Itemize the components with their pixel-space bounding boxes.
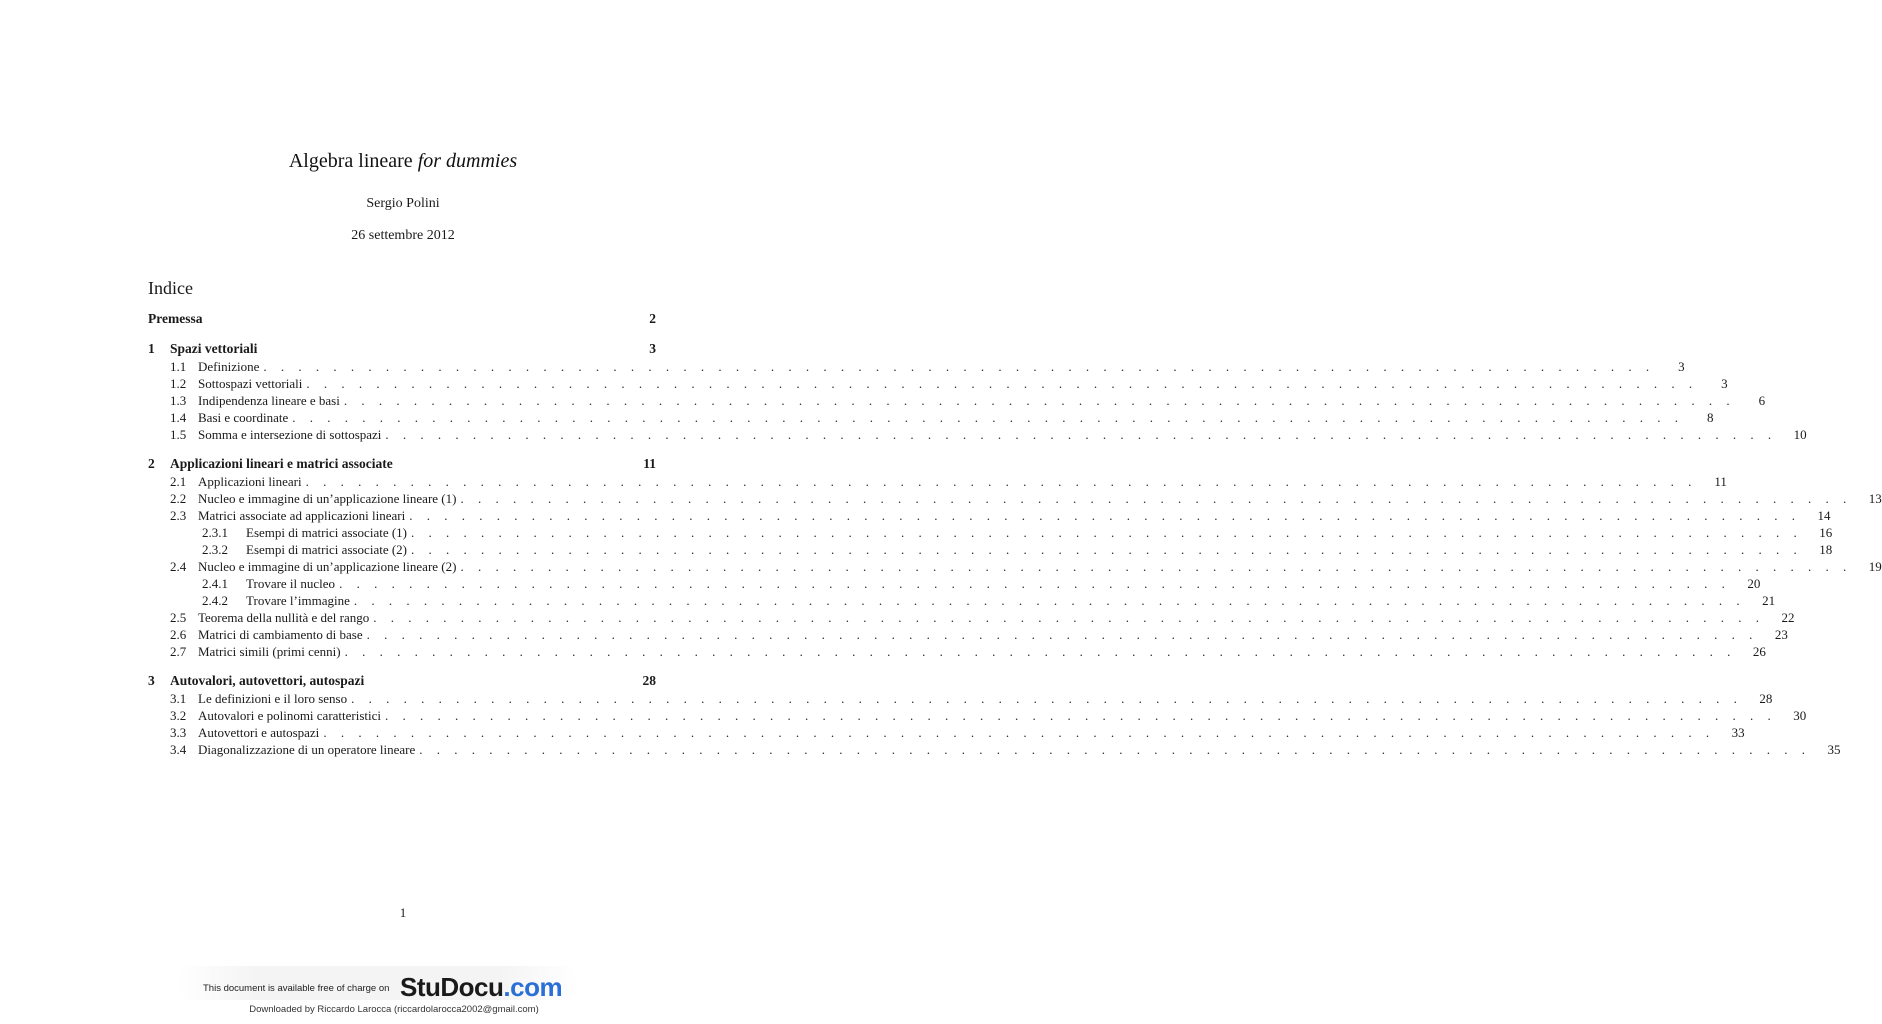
toc-entry-number: 2.4.1 — [202, 576, 228, 591]
toc-entry-page: 16 — [1819, 525, 1833, 540]
toc-entry-page: 18 — [1819, 542, 1833, 557]
toc-entry-number: 1.4 — [170, 410, 187, 425]
toc-entry-3-1[interactable] — [148, 690, 1773, 707]
toc-entry-page: 21 — [1762, 593, 1776, 608]
title-italic: for dummies — [417, 150, 518, 172]
toc-entry-title: Somma e intersezione di sottospazi — [198, 426, 385, 443]
title-main: Algebra lineare — [288, 150, 413, 172]
banner-text: This document is available free of charge on — [203, 983, 390, 994]
toc-entry-page: 3 — [1721, 376, 1728, 391]
toc-entry-1-2[interactable] — [148, 375, 1728, 392]
toc-leader-dots: . . . . . . . . . . . . . . . . . . . . . . . . . . . . . . . . . . . . . . . . . . . . . . . . . . . . . . . . . . . . . . . . . . . . . . . . . . . . . . . . — [419, 742, 1811, 757]
document-date: 26 settembre 2012 — [351, 228, 455, 243]
toc-entry-1-3[interactable] — [148, 392, 1766, 409]
toc-entry-title: Trovare l’immagine — [246, 592, 354, 609]
toc-entry-page: 26 — [1752, 644, 1766, 659]
document-title — [0, 150, 806, 173]
toc-entry-number: 2.3 — [170, 508, 187, 523]
toc-entry-number: 1.5 — [170, 427, 187, 442]
toc-entry-number: 2.4 — [170, 559, 187, 574]
toc-entry-number: 2.5 — [170, 610, 187, 625]
toc-leader-dots: . . . . . . . . . . . . . . . . . . . . . . . . . . . . . . . . . . . . . . . . . . . . . . . . . . . . . . . . . . . . . . . . . . . . . . . . . . . . . . . . — [344, 644, 1736, 659]
toc-chapter-page: 28 — [642, 673, 656, 688]
toc-entry-title: Applicazioni lineari — [198, 473, 306, 490]
toc-entry-number: 2.3.2 — [202, 542, 228, 557]
toc-entry-2-3-2[interactable] — [148, 541, 1833, 558]
toc-chapter-number: 1 — [148, 341, 155, 356]
toc-leader-dots: . . . . . . . . . . . . . . . . . . . . . . . . . . . . . . . . . . . . . . . . . . . . . . . . . . . . . . . . . . . . . . . . . . . . . . . . . . . . . . . . — [411, 542, 1803, 557]
toc-leader-dots: . . . . . . . . . . . . . . . . . . . . . . . . . . . . . . . . . . . . . . . . . . . . . . . . . . . . . . . . . . . . . . . . . . . . . . . . . . . . . . . . — [263, 359, 1655, 374]
toc-entry-page: 19 — [1868, 559, 1882, 574]
toc-entry-3-4[interactable] — [148, 741, 1841, 758]
toc-entry-title: Trovare il nucleo — [246, 575, 339, 592]
toc-entry-2-4-1[interactable] — [148, 575, 1761, 592]
toc-entry-page: 35 — [1827, 742, 1841, 757]
toc-entry-title: Sottospazi vettoriali — [198, 375, 306, 392]
toc-leader-dots: . . . . . . . . . . . . . . . . . . . . . . . . . . . . . . . . . . . . . . . . . . . . . . . . . . . . . . . . . . . . . . . . . . . . . . . . . . . . . . . . — [323, 725, 1715, 740]
toc-entry-1-4[interactable] — [148, 409, 1714, 426]
toc-entry-number: 3.3 — [170, 725, 187, 740]
toc-entry-number: 3.2 — [170, 708, 187, 723]
toc-entry-2-1[interactable] — [148, 473, 1727, 490]
toc-entry-page: 20 — [1747, 576, 1761, 591]
toc-entry-number: 2.1 — [170, 474, 187, 489]
toc-entry-page: 6 — [1758, 393, 1766, 408]
toc-entry-2-2[interactable] — [148, 490, 1882, 507]
toc-leader-dots: . . . . . . . . . . . . . . . . . . . . . . . . . . . . . . . . . . . . . . . . . . . . . . . . . . . . . . . . . . . . . . . . . . . . . . . . . . . . . . . . — [353, 593, 1746, 608]
toc-leader-dots: . . . . . . . . . . . . . . . . . . . . . . . . . . . . . . . . . . . . . . . . . . . . . . . . . . . . . . . . . . . . . . . . . . . . . . . . . . . . . . . . — [351, 691, 1743, 706]
toc-entry-2-5[interactable] — [148, 609, 1795, 626]
toc-entry-page: 13 — [1868, 491, 1882, 506]
toc-entry-3-3[interactable] — [148, 724, 1745, 741]
toc-entry-number: 3.1 — [170, 691, 187, 706]
toc-entry-title: Definizione — [198, 358, 263, 375]
toc-entry-2-6[interactable] — [148, 626, 1788, 643]
toc-entry-title: Autovettori e autospazi — [198, 724, 323, 741]
document-author: Sergio Polini — [366, 196, 440, 211]
toc-entry-2-3[interactable] — [148, 507, 1831, 524]
toc-heading: Indice — [148, 278, 193, 298]
toc-entry-page: 11 — [1714, 474, 1727, 489]
toc-chapter-page: 11 — [643, 456, 656, 471]
toc-leader-dots: . . . . . . . . . . . . . . . . . . . . . . . . . . . . . . . . . . . . . . . . . . . . . . . . . . . . . . . . . . . . . . . . . . . . . . . . . . . . . . . . — [292, 410, 1684, 425]
toc-entry-page: 33 — [1731, 725, 1745, 740]
toc-entry-number: 2.4.2 — [202, 593, 228, 608]
toc-entry-2-4[interactable] — [148, 558, 1882, 575]
toc-entry-number: 2.6 — [170, 627, 187, 642]
toc-entry-1-1[interactable] — [148, 358, 1685, 375]
toc-entry-title: Matrici simili (primi cenni) — [198, 643, 345, 660]
toc-leader-dots: . . . . . . . . . . . . . . . . . . . . . . . . . . . . . . . . . . . . . . . . . . . . . . . . . . . . . . . . . . . . . . . . . . . . . . . . . . . . . . . . — [305, 474, 1697, 489]
toc-entry-title: Teorema della nullità e del rango — [198, 609, 373, 626]
toc-entry-title: Nucleo e immagine di un’applicazione lineare (2) — [198, 558, 460, 575]
toc-premessa[interactable] — [148, 310, 656, 328]
toc-entry-title: Esempi di matrici associate (2) — [246, 541, 411, 558]
toc-leader-dots: . . . . . . . . . . . . . . . . . . . . . . . . . . . . . . . . . . . . . . . . . . . . . . . . . . . . . . . . . . . . . . . . . . . . . . . . . . . . . . . . — [366, 627, 1758, 642]
studocu-logo[interactable] — [400, 970, 562, 1004]
table-of-contents — [148, 310, 1882, 758]
toc-chapter-title: Spazi vettoriali — [170, 340, 261, 358]
toc-entry-title: Nucleo e immagine di un’applicazione lineare (1) — [198, 490, 460, 507]
brand-part2: .com — [503, 972, 563, 1002]
toc-entry-page: 22 — [1781, 610, 1795, 625]
toc-entry-page: 3 — [1678, 359, 1685, 374]
toc-entry-page: 28 — [1759, 691, 1773, 706]
toc-leader-dots: . . . . . . . . . . . . . . . . . . . . . . . . . . . . . . . . . . . . . . . . . . . . . . . . . . . . . . . . . . . . . . . . . . . . . . . . . . . . . . . . — [409, 508, 1801, 523]
toc-entry-title: Basi e coordinate — [198, 409, 292, 426]
toc-entry-2-3-1[interactable] — [148, 524, 1833, 541]
toc-leader-dots: . . . . . . . . . . . . . . . . . . . . . . . . . . . . . . . . . . . . . . . . . . . . . . . . . . . . . . . . . . . . . . . . . . . . . . . . . . . . . . . . — [411, 525, 1803, 540]
toc-entry-title: Le definizioni e il loro senso — [198, 690, 351, 707]
toc-leader-dots: . . . . . . . . . . . . . . . . . . . . . . . . . . . . . . . . . . . . . . . . . . . . . . . . . . . . . . . . . . . . . . . . . . . . . . . . . . . . . . . . — [385, 427, 1777, 442]
toc-entry-1-5[interactable] — [148, 426, 1807, 443]
toc-entry-title: Diagonalizzazione di un operatore lineare — [198, 741, 419, 758]
toc-entry-3-2[interactable] — [148, 707, 1807, 724]
toc-leader-dots: . . . . . . . . . . . . . . . . . . . . . . . . . . . . . . . . . . . . . . . . . . . . . . . . . . . . . . . . . . . . . . . . . . . . . . . . . . . . . . . . — [460, 559, 1852, 574]
toc-entry-number: 2.2 — [170, 491, 187, 506]
toc-entry-number: 1.3 — [170, 393, 187, 408]
toc-leader-dots: . . . . . . . . . . . . . . . . . . . . . . . . . . . . . . . . . . . . . . . . . . . . . . . . . . . . . . . . . . . . . . . . . . . . . . . . . . . . . . . . — [460, 491, 1852, 506]
toc-entry-page: 2 — [649, 311, 656, 326]
toc-leader-dots: . . . . . . . . . . . . . . . . . . . . . . . . . . . . . . . . . . . . . . . . . . . . . . . . . . . . . . . . . . . . . . . . . . . . . . . . . . . . . . . . — [339, 576, 1731, 591]
toc-entry-page: 23 — [1774, 627, 1788, 642]
toc-entry-title: Indipendenza lineare e basi — [198, 392, 344, 409]
toc-entry-2-7[interactable] — [148, 643, 1766, 660]
toc-entry-number: 3.4 — [170, 742, 187, 757]
toc-leader-dots: . . . . . . . . . . . . . . . . . . . . . . . . . . . . . . . . . . . . . . . . . . . . . . . . . . . . . . . . . . . . . . . . . . . . . . . . . . . . . . . . — [343, 393, 1736, 408]
toc-leader-dots: . . . . . . . . . . . . . . . . . . . . . . . . . . . . . . . . . . . . . . . . . . . . . . . . . . . . . . . . . . . . . . . . . . . . . . . . . . . . . . . . — [373, 610, 1765, 625]
toc-entry-number: 2.3.1 — [202, 525, 228, 540]
toc-entry-number: 1.1 — [170, 359, 187, 374]
toc-entry-title: Premessa — [148, 310, 206, 328]
toc-chapter-page: 3 — [649, 341, 656, 356]
toc-entry-page: 14 — [1817, 508, 1831, 523]
toc-entry-2-4-2[interactable] — [148, 592, 1776, 609]
brand-part1: StuDocu — [400, 972, 504, 1002]
page-number: 1 — [399, 905, 407, 920]
toc-entry-title: Esempi di matrici associate (1) — [246, 524, 411, 541]
toc-entry-number: 1.2 — [170, 376, 187, 391]
toc-entry-page: 8 — [1707, 410, 1714, 425]
toc-chapter-number: 2 — [148, 456, 155, 471]
toc-entry-number: 2.7 — [170, 644, 187, 659]
toc-chapter-1[interactable] — [148, 340, 656, 358]
downloaded-by-text: Downloaded by Riccardo Larocca (riccardolarocca2002@gmail.com) — [249, 1004, 539, 1015]
toc-chapter-3[interactable] — [148, 672, 656, 690]
toc-chapter-title: Autovalori, autovettori, autospazi — [170, 672, 368, 690]
toc-leader-dots: . . . . . . . . . . . . . . . . . . . . . . . . . . . . . . . . . . . . . . . . . . . . . . . . . . . . . . . . . . . . . . . . . . . . . . . . . . . . . . . . — [385, 708, 1777, 723]
toc-entry-page: 30 — [1793, 708, 1807, 723]
toc-chapter-number: 3 — [148, 673, 155, 688]
toc-entry-title: Matrici di cambiamento di base — [198, 626, 367, 643]
toc-entry-page: 10 — [1793, 427, 1807, 442]
toc-chapter-2[interactable] — [148, 455, 656, 473]
toc-leader-dots: . . . . . . . . . . . . . . . . . . . . . . . . . . . . . . . . . . . . . . . . . . . . . . . . . . . . . . . . . . . . . . . . . . . . . . . . . . . . . . . . — [306, 376, 1698, 391]
toc-entry-title: Autovalori e polinomi caratteristici — [198, 707, 385, 724]
toc-chapter-title: Applicazioni lineari e matrici associate — [170, 455, 397, 473]
toc-entry-title: Matrici associate ad applicazioni lineari — [198, 507, 409, 524]
